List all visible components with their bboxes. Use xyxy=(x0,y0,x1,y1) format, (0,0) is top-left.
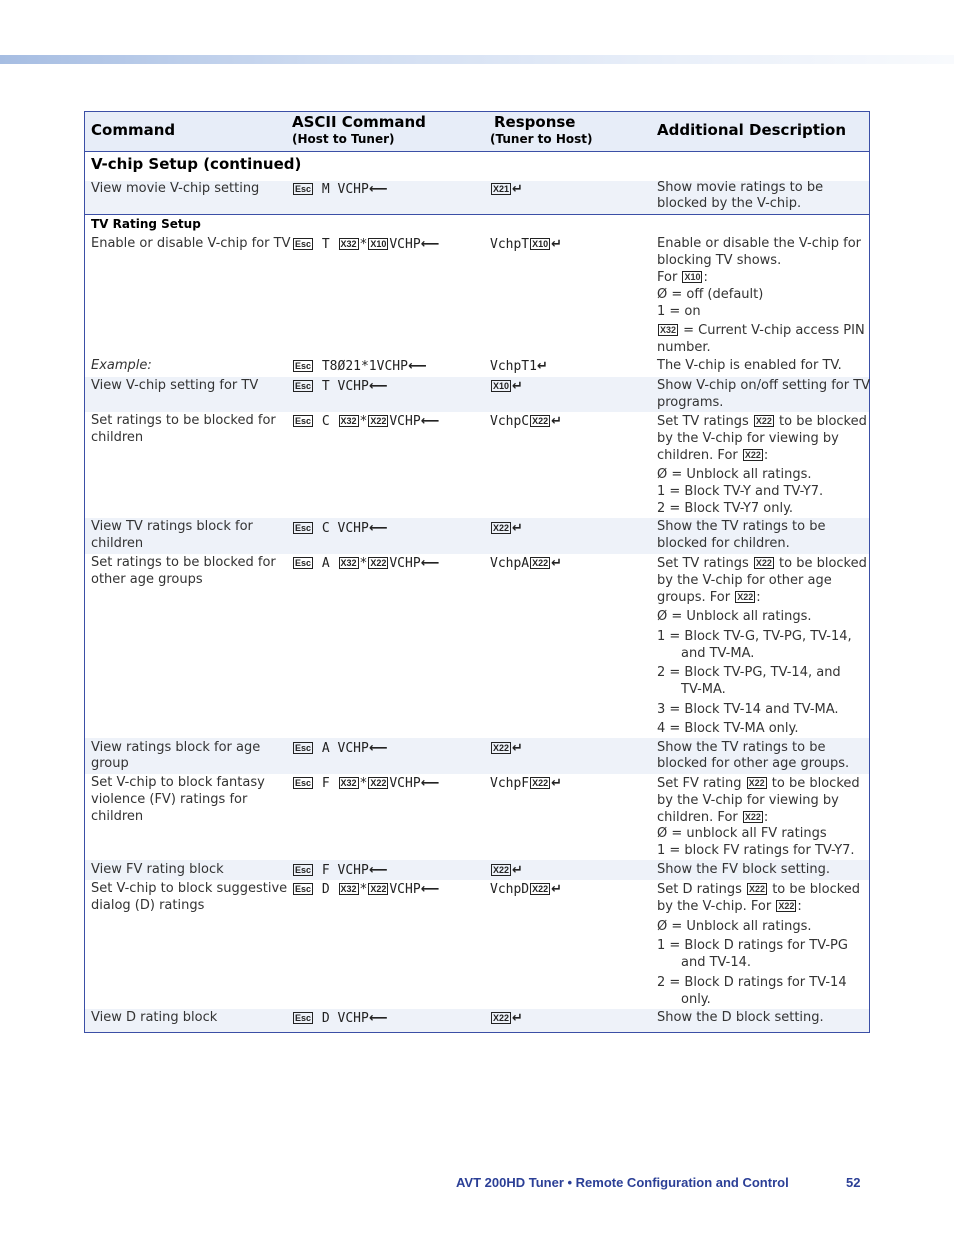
variable-box: X22 xyxy=(755,416,772,426)
desc-line: number. xyxy=(657,340,711,355)
desc-line: Ø = Unblock all ratings. xyxy=(657,919,812,934)
variable-box: X32 xyxy=(340,884,357,894)
desc-line: Enable or disable the V-chip for xyxy=(657,236,861,251)
desc-line: and TV-14. xyxy=(681,955,752,970)
variable-box: X10 xyxy=(532,239,549,249)
left-arrow-icon: ⟵ xyxy=(368,521,388,536)
response-text xyxy=(490,1010,523,1027)
left-arrow-icon: ⟵ xyxy=(420,556,440,571)
header-gradient-bar xyxy=(0,55,954,64)
desc-line: X32 = Current V-chip access PIN xyxy=(660,323,865,338)
desc-line: TV-MA. xyxy=(681,682,726,697)
desc-line: blocked for children. xyxy=(657,536,790,551)
desc-line: Show movie ratings to be xyxy=(657,180,824,195)
left-arrow-icon: ⟵ xyxy=(420,882,440,897)
left-arrow-icon: ⟵ xyxy=(420,414,440,429)
left-arrow-icon: ⟵ xyxy=(420,776,440,791)
enter-icon: ↵ xyxy=(551,882,563,897)
variable-box: X10 xyxy=(370,239,387,249)
variable-box: X22 xyxy=(493,1013,510,1023)
desc-line: 1 = Block D ratings for TV-PG xyxy=(657,938,848,953)
variable-box: X32 xyxy=(340,778,357,788)
desc-line: 4 = Block TV-MA only. xyxy=(657,721,799,736)
ascii-command: Esc A VCHP⟵ xyxy=(295,741,388,756)
response-text: VchpA X22 ↵ xyxy=(490,556,563,571)
desc-line: 2 = Block D ratings for TV-14 xyxy=(657,975,847,990)
ascii-command: Esc A X32 * X22 VCHP⟵ xyxy=(295,556,440,571)
variable-box: X32 xyxy=(340,239,357,249)
variable-box: X22 xyxy=(493,865,510,875)
desc-line: Show the TV ratings to be xyxy=(657,519,826,534)
enter-icon: ↵ xyxy=(536,359,548,374)
response-text: VchpC X22 ↵ xyxy=(490,414,563,429)
desc-line: Ø = Unblock all ratings. xyxy=(657,609,812,624)
variable-box: X32 xyxy=(660,325,677,335)
desc-line: groups. For X22 : xyxy=(657,590,761,605)
left-arrow-icon: ⟵ xyxy=(368,741,388,756)
example-label: Example: xyxy=(91,358,152,373)
enter-icon: ↵ xyxy=(512,1011,523,1026)
enter-icon: ↵ xyxy=(551,776,563,791)
cmd-text: View D rating block xyxy=(91,1010,218,1025)
desc-line: Ø = Unblock all ratings. xyxy=(657,467,812,482)
cmd-text: children xyxy=(91,430,144,445)
desc-line: 1 = Block TV-Y and TV-Y7. xyxy=(657,484,824,499)
desc-line: only. xyxy=(681,992,711,1007)
variable-box: X22 xyxy=(370,416,387,426)
response-text: VchpT X10 ↵ xyxy=(490,237,563,252)
response-text: VchpT1↵ xyxy=(490,359,548,374)
desc-line: For X10 : xyxy=(657,270,708,285)
variable-box: X10 xyxy=(684,272,701,282)
desc-line: by the V-chip for other age xyxy=(657,573,832,588)
response-text: VchpD X22 ↵ xyxy=(490,882,563,897)
ascii-command: Esc T X32 * X10 VCHP⟵ xyxy=(295,237,440,252)
variable-box: X22 xyxy=(749,884,766,894)
variable-box: X22 xyxy=(370,884,387,894)
desc-line: 1 = block FV ratings for TV-Y7. xyxy=(657,843,855,858)
cmd-text: violence (FV) ratings for xyxy=(91,792,248,807)
section-heading-tv: TV Rating Setup xyxy=(91,217,201,231)
desc-line: Set TV ratings X22 to be blocked xyxy=(657,556,867,571)
desc-line: 1 = Block TV-G, TV-PG, TV-14, xyxy=(657,629,852,644)
desc-line: Set FV rating X22 to be blocked xyxy=(657,776,860,791)
enter-icon: ↵ xyxy=(551,414,563,429)
desc-line: Show V-chip on/off setting for TV xyxy=(657,378,871,393)
desc-line: 3 = Block TV-14 and TV-MA. xyxy=(657,702,839,717)
cmd-text: Set ratings to be blocked for xyxy=(91,413,276,428)
desc-line: and TV-MA. xyxy=(681,646,755,661)
esc-key-icon: Esc xyxy=(295,523,312,533)
variable-box: X10 xyxy=(493,381,510,391)
ascii-command: Esc T VCHP⟵ xyxy=(295,379,388,394)
response-text xyxy=(490,520,523,537)
desc-line: children. For X22 : xyxy=(657,448,769,463)
header-command: Command xyxy=(91,121,176,139)
cmd-text: Enable or disable V-chip for TV xyxy=(91,236,291,251)
header-ascii: ASCII Command xyxy=(292,113,426,131)
desc-line: Show the FV block setting. xyxy=(657,862,831,877)
cmd-text: dialog (D) ratings xyxy=(91,898,205,913)
left-arrow-icon: ⟵ xyxy=(420,237,440,252)
footer-title: AVT 200HD Tuner • Remote Configuration and Control xyxy=(456,1175,789,1190)
left-arrow-icon: ⟵ xyxy=(368,182,388,197)
desc-line: blocked for other age groups. xyxy=(657,756,850,771)
left-arrow-icon: ⟵ xyxy=(368,379,388,394)
desc-line: Set D ratings X22 to be blocked xyxy=(657,882,861,897)
cmd-text: View TV ratings block for xyxy=(91,519,253,534)
ascii-command: Esc D VCHP⟵ xyxy=(295,1011,388,1026)
variable-box: X22 xyxy=(370,778,387,788)
variable-box: X22 xyxy=(532,778,549,788)
ascii-command: Esc F X32 * X22 VCHP⟵ xyxy=(295,776,440,791)
cmd-text: children xyxy=(91,809,144,824)
enter-icon: ↵ xyxy=(512,521,523,536)
esc-key-icon: Esc xyxy=(295,361,312,371)
header-response: Response xyxy=(494,113,576,131)
desc-line: children. For X22 : xyxy=(657,810,769,825)
cmd-text: children xyxy=(91,536,144,551)
desc-line: by the V-chip. For X22 : xyxy=(657,899,802,914)
header-response-sub: (Tuner to Host) xyxy=(490,132,593,146)
desc-line: Show the D block setting. xyxy=(657,1010,824,1025)
ascii-command: Esc C VCHP⟵ xyxy=(295,521,388,536)
enter-icon: ↵ xyxy=(512,379,523,394)
ascii-command: Esc M VCHP⟵ xyxy=(295,182,388,197)
esc-key-icon: Esc xyxy=(295,865,312,875)
cmd-text: other age groups xyxy=(91,572,203,587)
variable-box: X32 xyxy=(340,558,357,568)
desc-line: blocked by the V-chip. xyxy=(657,196,802,211)
esc-key-icon: Esc xyxy=(295,239,312,249)
desc-line: Show the TV ratings to be xyxy=(657,740,826,755)
cmd-text: Set V-chip to block fantasy xyxy=(91,775,265,790)
esc-key-icon: Esc xyxy=(295,184,312,194)
variable-box: X22 xyxy=(744,450,761,460)
desc-line: by the V-chip for viewing by xyxy=(657,793,839,808)
esc-key-icon: Esc xyxy=(295,778,312,788)
variable-box: X22 xyxy=(532,416,549,426)
enter-icon: ↵ xyxy=(512,741,523,756)
esc-key-icon: Esc xyxy=(295,558,312,568)
ascii-command: Esc F VCHP⟵ xyxy=(295,863,388,878)
cmd-text: Set ratings to be blocked for xyxy=(91,555,276,570)
variable-box: X22 xyxy=(493,523,510,533)
response-text: VchpF X22 ↵ xyxy=(490,776,563,791)
cmd-text: View movie V-chip setting xyxy=(91,181,260,196)
esc-key-icon: Esc xyxy=(295,416,312,426)
left-arrow-icon: ⟵ xyxy=(407,359,427,374)
enter-icon: ↵ xyxy=(512,863,523,878)
response-text xyxy=(490,740,523,757)
response-text xyxy=(490,378,523,395)
desc-line: Set TV ratings X22 to be blocked xyxy=(657,414,867,429)
response-text xyxy=(490,862,523,879)
desc-line: The V-chip is enabled for TV. xyxy=(657,358,842,373)
desc-line: 1 = on xyxy=(657,304,701,319)
cmd-text: View FV rating block xyxy=(91,862,224,877)
cmd-text: View ratings block for age xyxy=(91,740,261,755)
enter-icon: ↵ xyxy=(551,556,563,571)
desc-line: Ø = unblock all FV ratings xyxy=(657,826,827,841)
variable-box: X22 xyxy=(744,812,761,822)
desc-line: 2 = Block TV-PG, TV-14, and xyxy=(657,665,841,680)
enter-icon: ↵ xyxy=(512,182,523,197)
variable-box: X32 xyxy=(340,416,357,426)
variable-box: X22 xyxy=(755,558,772,568)
variable-box: X22 xyxy=(532,884,549,894)
ascii-command: Esc D X32 * X22 VCHP⟵ xyxy=(295,882,440,897)
esc-key-icon: Esc xyxy=(295,381,312,391)
cmd-text: Set V-chip to block suggestive xyxy=(91,881,288,896)
desc-line: programs. xyxy=(657,395,724,410)
cmd-text: View V-chip setting for TV xyxy=(91,378,259,393)
left-arrow-icon: ⟵ xyxy=(368,1011,388,1026)
desc-line: by the V-chip for viewing by xyxy=(657,431,839,446)
desc-line: blocking TV shows. xyxy=(657,253,782,268)
response-text xyxy=(490,181,523,198)
cmd-text: group xyxy=(91,756,129,771)
ascii-command: Esc C X32 * X22 VCHP⟵ xyxy=(295,414,440,429)
variable-box: X22 xyxy=(737,592,754,602)
header-description: Additional Description xyxy=(657,121,847,139)
ascii-command: Esc T8Ø21*1VCHP⟵ xyxy=(295,359,427,374)
variable-box: X22 xyxy=(748,778,765,788)
variable-box: X21 xyxy=(493,184,510,194)
esc-key-icon: Esc xyxy=(295,743,312,753)
section-heading-vchip: V-chip Setup (continued) xyxy=(91,155,302,173)
variable-box: X22 xyxy=(493,743,510,753)
page-number: 52 xyxy=(846,1175,861,1190)
esc-key-icon: Esc xyxy=(295,1013,312,1023)
desc-line: Ø = off (default) xyxy=(657,287,764,302)
left-arrow-icon: ⟵ xyxy=(368,863,388,878)
enter-icon: ↵ xyxy=(551,237,563,252)
header-ascii-sub: (Host to Tuner) xyxy=(292,132,395,146)
variable-box: X22 xyxy=(532,558,549,568)
variable-box: X22 xyxy=(778,901,795,911)
section-divider xyxy=(85,214,869,215)
variable-box: X22 xyxy=(370,558,387,568)
desc-line: 2 = Block TV-Y7 only. xyxy=(657,501,794,516)
esc-key-icon: Esc xyxy=(295,884,312,894)
